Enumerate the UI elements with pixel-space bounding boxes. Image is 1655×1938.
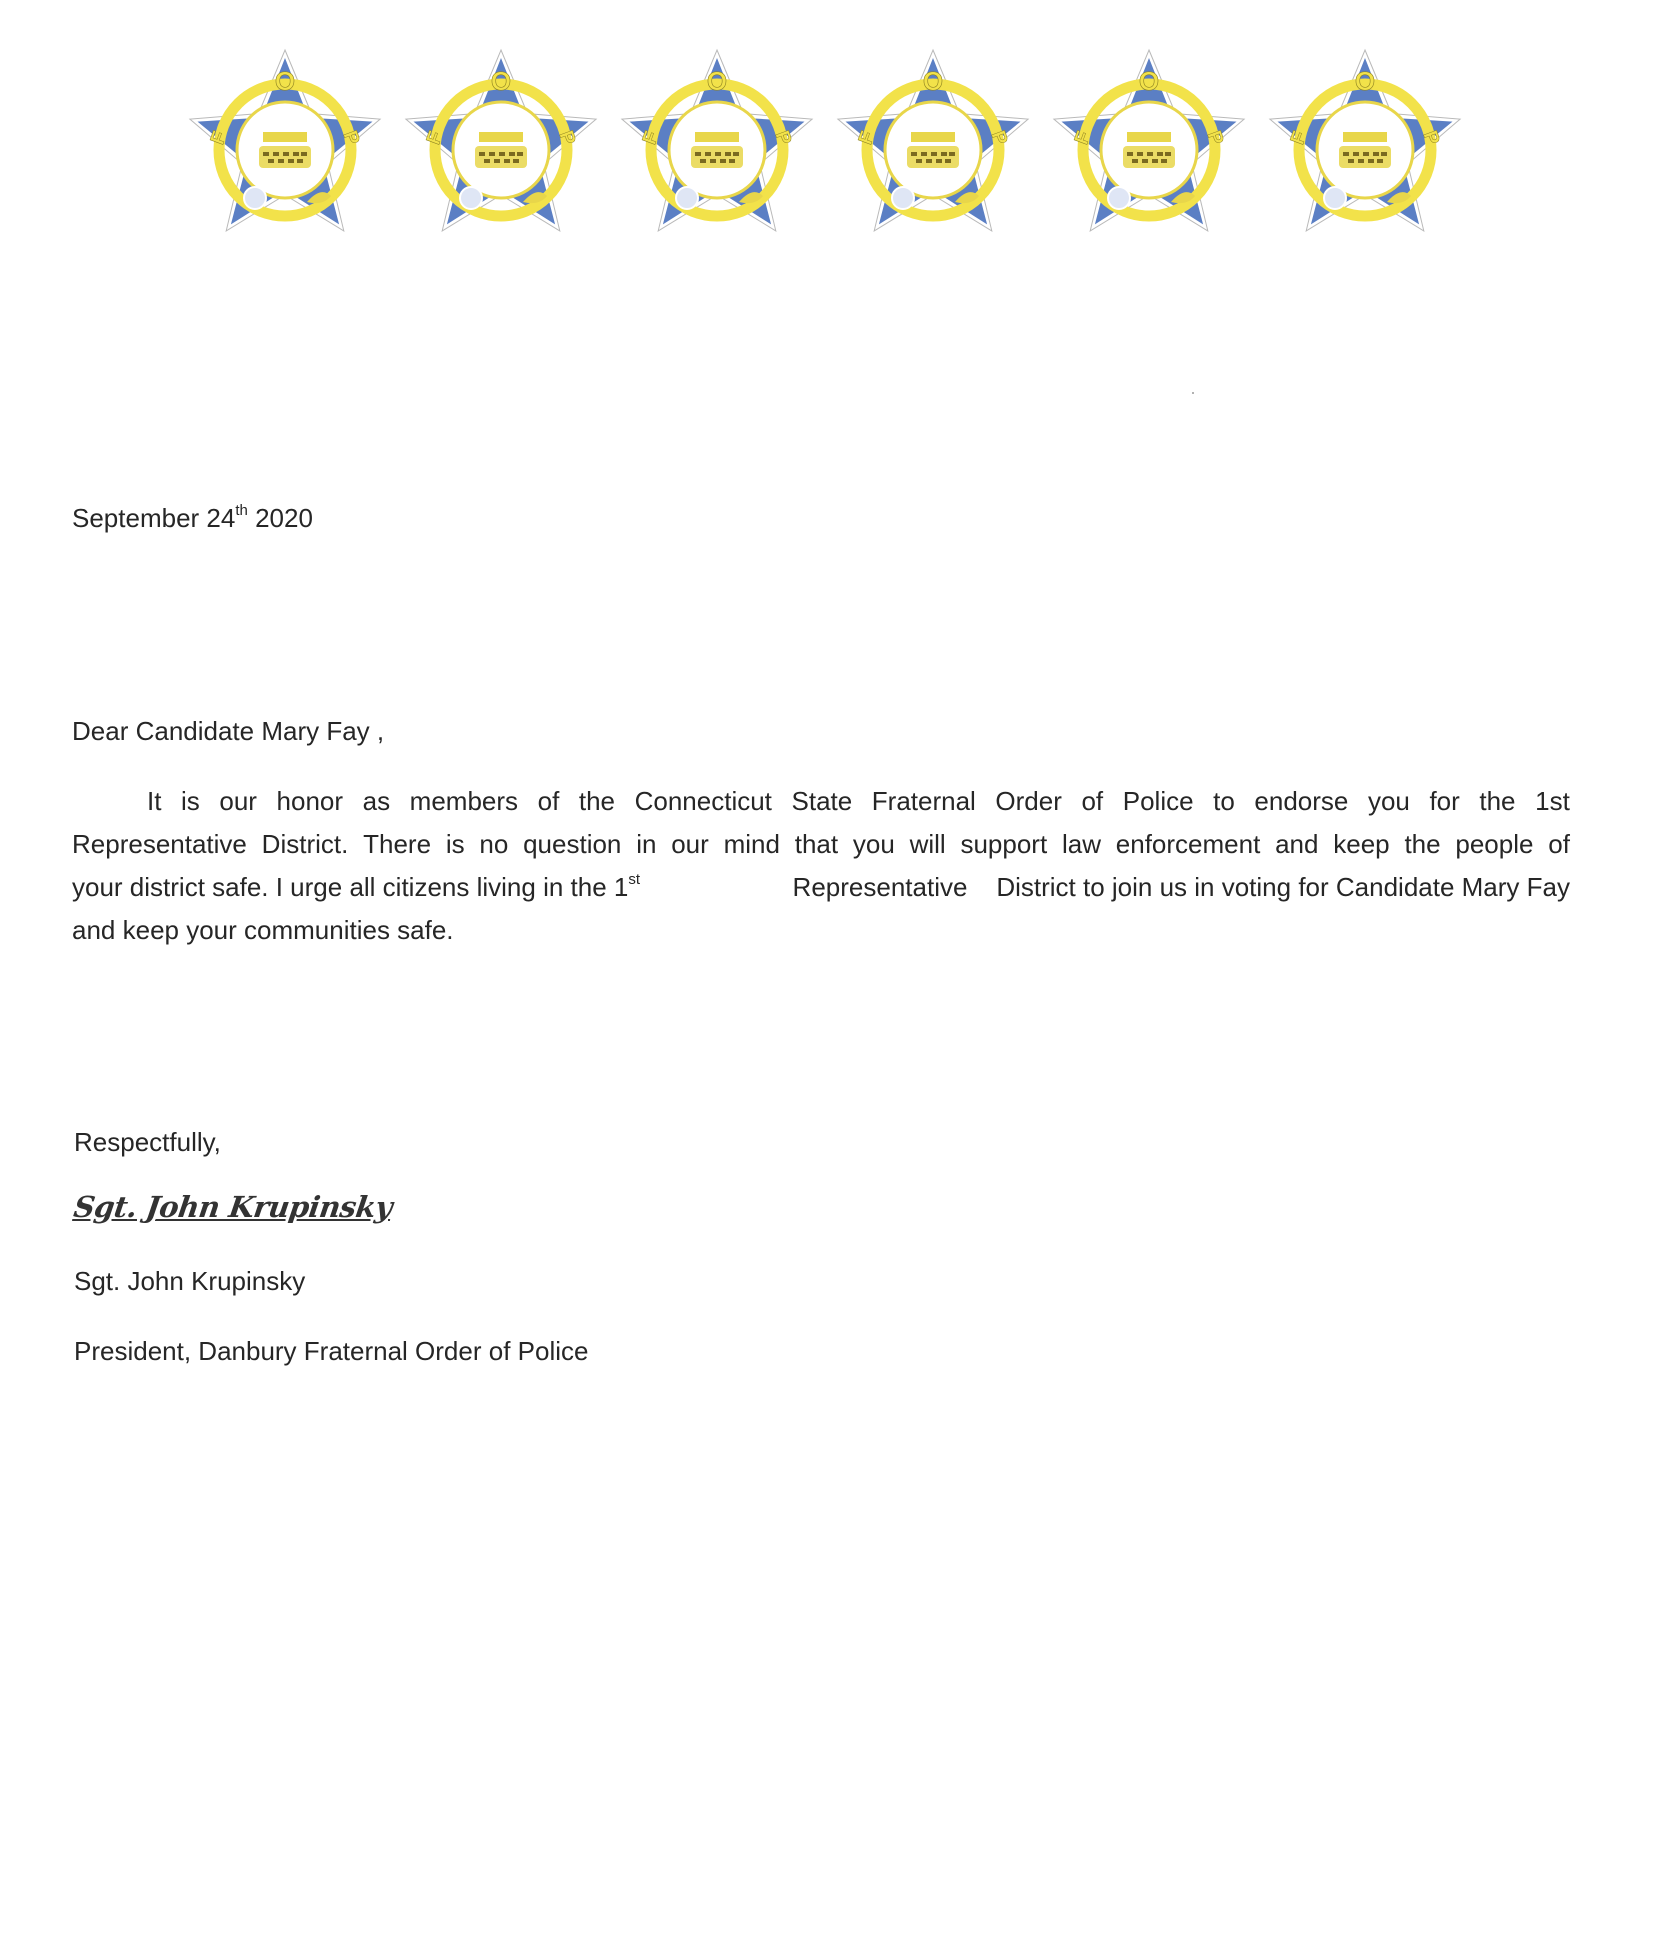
- fop-star-logo: [180, 45, 390, 255]
- body-word: for: [1429, 786, 1460, 816]
- body-word: endorse: [1254, 786, 1349, 816]
- body-word: Fraternal: [871, 786, 976, 816]
- body-word: our: [219, 786, 257, 816]
- svg-text:P: P: [338, 127, 364, 149]
- body-word: no: [479, 829, 509, 859]
- body-word: the: [1479, 786, 1516, 816]
- body-word: Police: [1122, 786, 1194, 816]
- body-word: to: [1213, 786, 1235, 816]
- fop-star-logo: [396, 45, 606, 255]
- body-word: of: [537, 786, 560, 816]
- body-word: keep: [1333, 829, 1390, 859]
- svg-text:P: P: [770, 127, 796, 149]
- body-word: will: [909, 829, 946, 859]
- body-word: that: [794, 829, 839, 859]
- svg-text:O: O: [922, 66, 944, 96]
- svg-text:P: P: [1418, 127, 1444, 149]
- body-word: State: [791, 786, 853, 816]
- svg-text:O: O: [490, 66, 512, 96]
- body-word: question: [523, 829, 622, 859]
- fop-star-logo: [1044, 45, 1254, 255]
- body-word: you: [1367, 786, 1410, 816]
- handwritten-signature: Sgt. John Krupinsky: [71, 1190, 395, 1224]
- svg-text:O: O: [274, 66, 296, 96]
- body-word: the: [1404, 829, 1441, 859]
- letter-date: September 24th 2020: [72, 502, 313, 533]
- body-word: There: [363, 829, 432, 859]
- svg-text:P: P: [986, 127, 1012, 149]
- body-line: [72, 823, 1570, 866]
- body-word: members: [409, 786, 519, 816]
- body-word: the: [578, 786, 616, 816]
- body-word: District.: [261, 829, 349, 859]
- body-word: you: [852, 829, 895, 859]
- body-word: mind: [723, 829, 780, 859]
- body-word: and: [1275, 829, 1319, 859]
- body-word: support: [960, 829, 1048, 859]
- svg-text:F: F: [854, 128, 880, 148]
- svg-text:F: F: [422, 128, 448, 148]
- fop-star-logo: [612, 45, 822, 255]
- body-word: Representative: [72, 829, 247, 859]
- svg-text:P: P: [554, 127, 580, 149]
- body-word: is: [445, 829, 465, 859]
- fop-star-logo: [1260, 45, 1470, 255]
- body-line: and keep your communities safe.: [72, 915, 454, 945]
- body-word: Order: [995, 786, 1062, 816]
- svg-text:O: O: [1354, 66, 1376, 96]
- salutation: Dear Candidate Mary Fay ,: [72, 716, 385, 746]
- signer-title: President, Danbury Fraternal Order of Police: [74, 1336, 589, 1366]
- body-word: law: [1061, 829, 1101, 859]
- body-word: our: [671, 829, 709, 859]
- body-line-text: Representative District to join us in voting for Candidate Mary Fay: [792, 872, 1570, 902]
- body-word: It: [147, 786, 162, 816]
- ordinal-suffix: st: [628, 871, 641, 889]
- body-line: [72, 866, 1570, 909]
- body-word: as: [362, 786, 391, 816]
- svg-text:F: F: [1070, 128, 1096, 148]
- svg-text:O: O: [706, 66, 728, 96]
- svg-text:F: F: [638, 128, 664, 148]
- body-word: Connecticut: [634, 786, 772, 816]
- signer-name: Sgt. John Krupinsky: [74, 1266, 306, 1296]
- body-word: of: [1548, 829, 1570, 859]
- svg-text:F: F: [1286, 128, 1312, 148]
- body-word: honor: [276, 786, 344, 816]
- svg-text:P: P: [1202, 127, 1228, 149]
- closing: Respectfully,: [74, 1127, 221, 1157]
- scan-speck: [1192, 392, 1194, 394]
- body-word: enforcement: [1115, 829, 1261, 859]
- body-line-text: your district safe. I urge all citizens living in the 1: [72, 872, 629, 902]
- body-paragraph: [72, 780, 1570, 952]
- svg-text:O: O: [1138, 66, 1160, 96]
- body-word: in: [636, 829, 657, 859]
- body-word: people: [1455, 829, 1534, 859]
- fop-star-logo: [828, 45, 1038, 255]
- body-word: is: [181, 786, 200, 816]
- body-word: 1st: [1535, 786, 1570, 816]
- body-line: [72, 780, 1570, 823]
- svg-text:F: F: [206, 128, 232, 148]
- logo-row: [180, 45, 1470, 255]
- body-word: of: [1081, 786, 1104, 816]
